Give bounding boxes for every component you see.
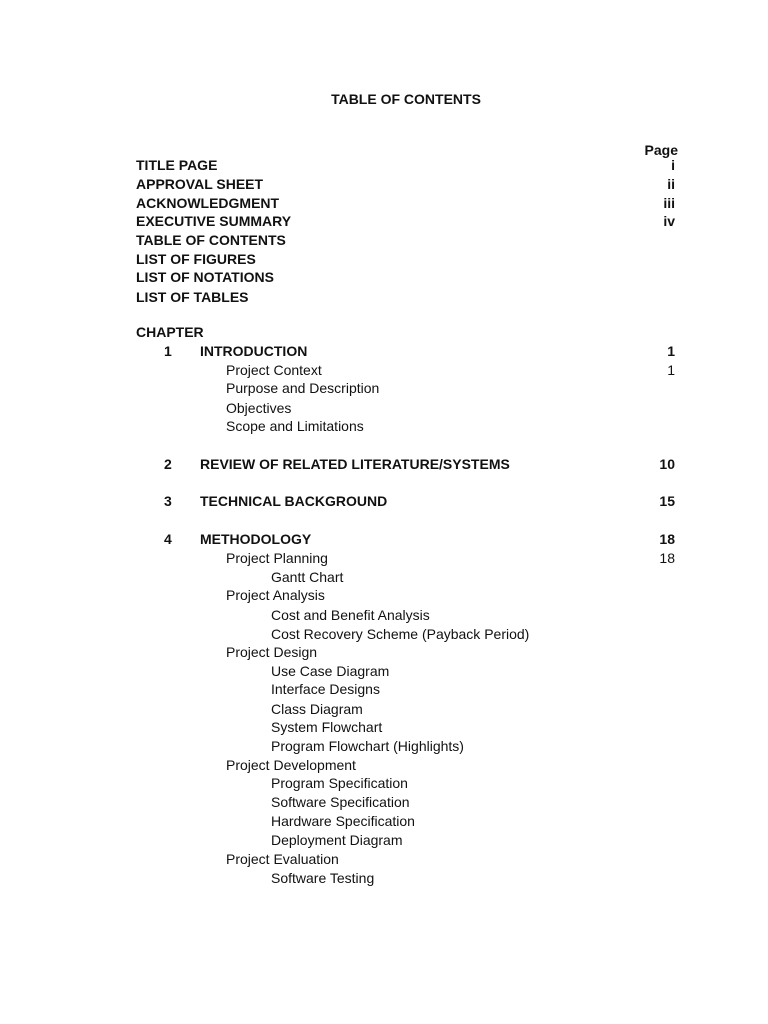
toc-subsection-hardware-spec — [0, 812, 768, 830]
chapter-title: METHODOLOGY — [200, 531, 312, 547]
toc-entry-page: iii — [663, 195, 675, 211]
section-label: Objectives — [226, 400, 292, 416]
toc-section-project-analysis — [0, 586, 768, 604]
toc-entry-label: LIST OF NOTATIONS — [136, 269, 274, 285]
chapter-title: TECHNICAL BACKGROUND — [200, 493, 388, 509]
toc-entry-title-page — [0, 156, 768, 174]
section-label: Project Design — [226, 644, 318, 660]
toc-section-project-context — [0, 361, 768, 379]
section-label: Scope and Limitations — [226, 418, 364, 434]
subsection-label: Program Specification — [271, 775, 408, 791]
toc-entry-label: LIST OF TABLES — [136, 289, 249, 305]
subsection-label: Cost Recovery Scheme (Payback Period) — [271, 626, 530, 642]
toc-chapter-3 — [0, 492, 768, 510]
toc-subsection-software-spec — [0, 793, 768, 811]
toc-section-project-development — [0, 756, 768, 774]
toc-entry-label: ACKNOWLEDGMENT — [136, 195, 280, 211]
chapter-page: 1 — [667, 343, 675, 359]
subsection-label: Deployment Diagram — [271, 832, 403, 848]
section-label: Purpose and Description — [226, 380, 380, 396]
toc-entry-executive-summary — [0, 212, 768, 230]
subsection-label: Hardware Specification — [271, 813, 415, 829]
toc-section-project-evaluation — [0, 850, 768, 868]
toc-subsection-system-flowchart — [0, 718, 768, 736]
subsection-label: System Flowchart — [271, 719, 383, 735]
toc-section-purpose — [0, 379, 768, 397]
chapter-page: 15 — [659, 493, 675, 509]
chapter-page: 18 — [659, 531, 675, 547]
toc-subsection-gantt-chart — [0, 568, 768, 586]
chapter-heading — [0, 323, 768, 341]
chapter-title: INTRODUCTION — [200, 343, 308, 359]
chapter-number: 4 — [164, 531, 172, 547]
toc-subsection-interface-designs — [0, 680, 768, 698]
chapter-page: 10 — [659, 456, 675, 472]
chapter-heading-label: CHAPTER — [136, 324, 204, 340]
section-label: Project Evaluation — [226, 851, 339, 867]
toc-section-objectives — [0, 399, 768, 417]
toc-entry-approval-sheet — [0, 175, 768, 193]
toc-entry-page: i — [671, 157, 675, 173]
toc-entry-label: LIST OF FIGURES — [136, 251, 256, 267]
section-label: Project Planning — [226, 550, 328, 566]
subsection-label: Class Diagram — [271, 701, 363, 717]
section-page: 18 — [659, 550, 675, 566]
chapter-title: REVIEW OF RELATED LITERATURE/SYSTEMS — [200, 456, 510, 472]
toc-entry-list-of-tables — [0, 288, 768, 306]
toc-entry-label: APPROVAL SHEET — [136, 176, 264, 192]
document-title: TABLE OF CONTENTS — [331, 91, 481, 107]
toc-entry-list-of-notations — [0, 268, 768, 286]
subsection-label: Software Testing — [271, 870, 375, 886]
toc-subsection-cost-recovery — [0, 625, 768, 643]
toc-section-scope — [0, 417, 768, 435]
toc-subsection-use-case — [0, 662, 768, 680]
subsection-label: Program Flowchart (Highlights) — [271, 738, 464, 754]
section-label: Project Analysis — [226, 587, 325, 603]
toc-section-project-design — [0, 643, 768, 661]
subsection-label: Interface Designs — [271, 681, 380, 697]
section-label: Project Development — [226, 757, 356, 773]
toc-entry-label: TABLE OF CONTENTS — [136, 232, 286, 248]
toc-entry-table-of-contents — [0, 231, 768, 249]
toc-entry-list-of-figures — [0, 250, 768, 268]
subsection-label: Software Specification — [271, 794, 410, 810]
toc-chapter-4 — [0, 530, 768, 548]
toc-entry-page: ii — [667, 176, 675, 192]
chapter-number: 3 — [164, 493, 172, 509]
toc-section-project-planning — [0, 549, 768, 567]
toc-entry-acknowledgment — [0, 194, 768, 212]
toc-subsection-software-testing — [0, 869, 768, 887]
toc-chapter-1 — [0, 342, 768, 360]
chapter-number: 1 — [164, 343, 172, 359]
toc-subsection-class-diagram — [0, 700, 768, 718]
page-column-header: Page — [644, 142, 678, 158]
toc-entry-label: EXECUTIVE SUMMARY — [136, 213, 292, 229]
toc-entry-page: iv — [663, 213, 675, 229]
toc-chapter-2 — [0, 455, 768, 473]
section-page: 1 — [667, 362, 675, 378]
section-label: Project Context — [226, 362, 322, 378]
subsection-label: Cost and Benefit Analysis — [271, 607, 430, 623]
subsection-label: Gantt Chart — [271, 569, 344, 585]
toc-subsection-program-flowchart — [0, 737, 768, 755]
toc-subsection-cost-benefit — [0, 606, 768, 624]
toc-subsection-deployment-diagram — [0, 831, 768, 849]
chapter-number: 2 — [164, 456, 172, 472]
subsection-label: Use Case Diagram — [271, 663, 390, 679]
toc-entry-label: TITLE PAGE — [136, 157, 218, 173]
toc-subsection-program-spec — [0, 774, 768, 792]
